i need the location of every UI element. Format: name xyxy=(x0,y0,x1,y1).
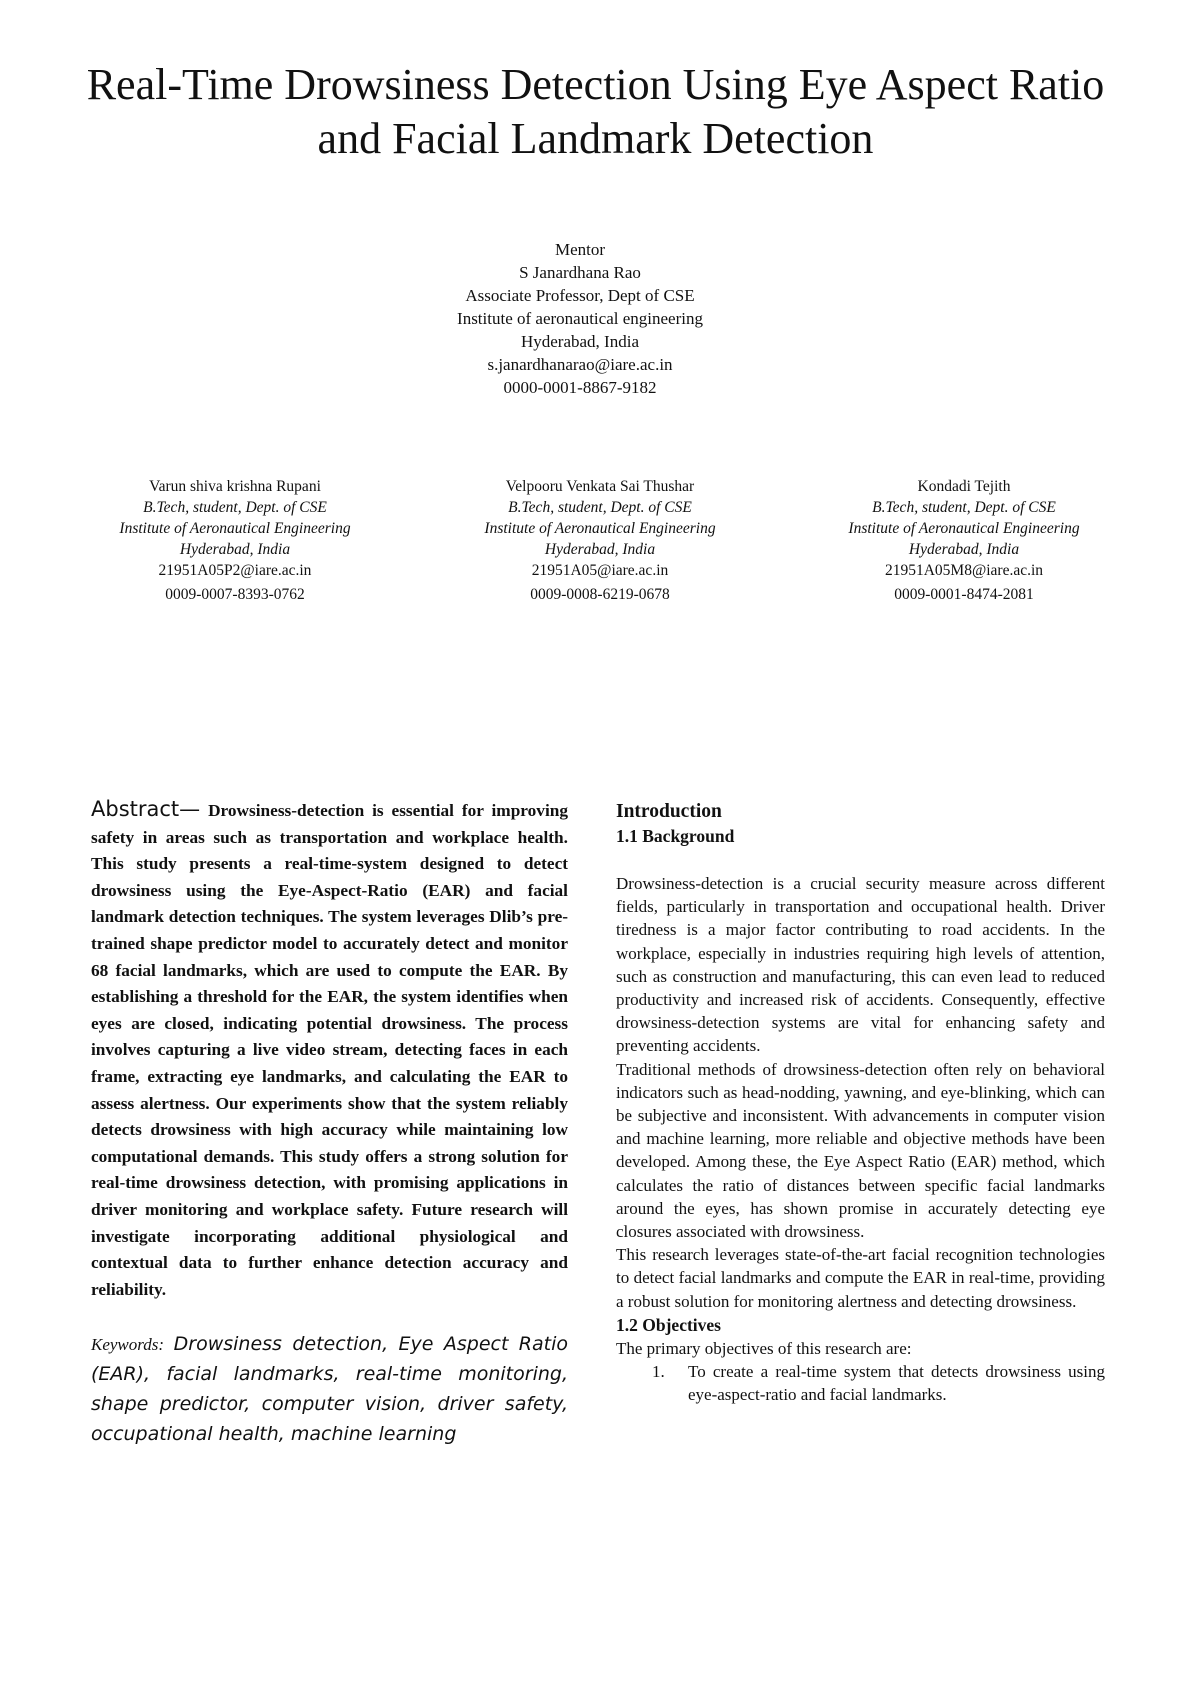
objectives-list xyxy=(616,1360,1105,1406)
keywords-heading: Keywords: xyxy=(91,1335,165,1355)
author-location: Hyderabad, India xyxy=(908,541,1020,558)
mentor-position: Associate Professor, Dept of CSE xyxy=(465,286,695,305)
author-location: Hyderabad, India xyxy=(544,541,656,558)
author-institute: Institute of Aeronautical Engineering xyxy=(484,520,716,537)
author-email: 21951A05M8@iare.ac.in xyxy=(884,562,1044,579)
right-column xyxy=(616,800,1105,1406)
introduction-heading: Introduction xyxy=(616,801,722,822)
background-paragraph: Traditional methods of drowsiness-detection often rely on behavioral indicators such as head-nodding, yawning, and eye-blinking, which can be subjective and inconsistent. With advancements in computer vision and machine learning, more reliable and objective methods have been developed. Among these, the Eye Aspect Ratio (EAR) method, which calculates the ratio of distances between specific facial landmarks around the eyes, has shown promise in accurately detecting eye closures associated with drowsiness. xyxy=(616,1059,1105,1242)
author-role: B.Tech, student, Dept. of CSE xyxy=(872,499,1056,516)
author-block xyxy=(440,476,760,605)
author-name: Velpooru Venkata Sai Thushar xyxy=(505,478,695,495)
author-email: 21951A05@iare.ac.in xyxy=(531,562,669,579)
author-institute: Institute of Aeronautical Engineering xyxy=(848,520,1080,537)
author-name: Varun shiva krishna Rupani xyxy=(149,478,321,495)
mentor-email: s.janardhanarao@iare.ac.in xyxy=(487,355,673,374)
mentor-location: Hyderabad, India xyxy=(520,332,639,351)
mentor-institute: Institute of aeronautical engineering xyxy=(457,309,703,328)
author-role: B.Tech, student, Dept. of CSE xyxy=(143,499,327,516)
mentor-orcid: 0000-0001-8867-9182 xyxy=(503,378,657,397)
background-paragraph: Drowsiness-detection is a crucial security measure across different fields, particularly in transportation and occupational health. Driver tiredness is a major factor contributing to road accidents. In the workplace, especially in industries requiring high levels of attention, such as construction and manufacturing, this can even lead to reduced productivity and increased risk of accidents. Consequently, effective drowsiness-detection systems are vital for enhancing safety and preventing accidents. xyxy=(616,874,1105,1056)
mentor-label: Mentor xyxy=(554,240,606,259)
objective-number: 1. xyxy=(652,1362,665,1382)
author-block xyxy=(804,476,1124,605)
author-institute: Institute of Aeronautical Engineering xyxy=(119,520,351,537)
author-orcid: 0009-0007-8393-0762 xyxy=(165,586,305,603)
keywords-body: Drowsiness detection, Eye Aspect Ratio (EAR), facial landmarks, real-time monitoring, shape predictor, computer vision, driver safety, occupational health, machine learning xyxy=(91,1333,568,1446)
author-orcid: 0009-0008-6219-0678 xyxy=(530,586,670,603)
objective-item xyxy=(616,1360,1105,1406)
abstract xyxy=(91,796,568,1303)
abstract-heading: Abstract— xyxy=(91,797,201,821)
section-gap xyxy=(616,848,1105,872)
left-column xyxy=(91,796,568,1449)
mentor-name: S Janardhana Rao xyxy=(519,263,641,282)
background-paragraph: This research leverages state-of-the-art facial recognition technologies to detect facial landmarks and compute the EAR in real-time, providing a robust solution for monitoring alertness and detecting drowsiness. xyxy=(616,1245,1105,1311)
objectives-intro: The primary objectives of this research are: xyxy=(616,1338,912,1358)
background-heading: 1.1 Background xyxy=(616,826,735,846)
author-name: Kondadi Tejith xyxy=(917,478,1011,495)
mentor-block xyxy=(380,238,780,399)
paper-title: Real-Time Drowsiness Detection Using Eye Aspect Ratio and Facial Landmark Detection xyxy=(86,60,1105,163)
author-location: Hyderabad, India xyxy=(179,541,291,558)
abstract-body: Drowsiness-detection is essential for improving safety in areas such as transportation and workplace health. This study presents a real-time-system designed to detect drowsiness using the Eye-Aspect-Ratio (EAR) and facial landmark detection techniques. The system leverages Dlib’s pre-trained shape predictor model to accurately detect and monitor 68 facial landmarks, which are used to compute the EAR. By establishing a threshold for the EAR, the system identifies when eyes are closed, indicating potential drowsiness. The process involves capturing a live video stream, detecting faces in each frame, extracting eye landmarks, and calculating the EAR to assess alertness. Our experiments show that the system reliably detects drowsiness with high accuracy while maintaining low computational demands. This study offers a strong solution for real-time drowsiness detection, with promising applications in driver monitoring and workplace safety. Future research will investigate incorporating additional physiological and contextual data to further enhance detection accuracy and reliability. xyxy=(91,801,568,1299)
objective-text: To create a real-time system that detects drowsiness using eye-aspect-ratio and facial landmarks. xyxy=(688,1362,1105,1405)
author-block xyxy=(75,476,395,605)
keywords xyxy=(91,1329,568,1449)
author-orcid: 0009-0001-8474-2081 xyxy=(894,586,1034,603)
author-role: B.Tech, student, Dept. of CSE xyxy=(508,499,692,516)
objectives-heading: 1.2 Objectives xyxy=(616,1314,721,1335)
author-email: 21951A05P2@iare.ac.in xyxy=(158,562,312,579)
